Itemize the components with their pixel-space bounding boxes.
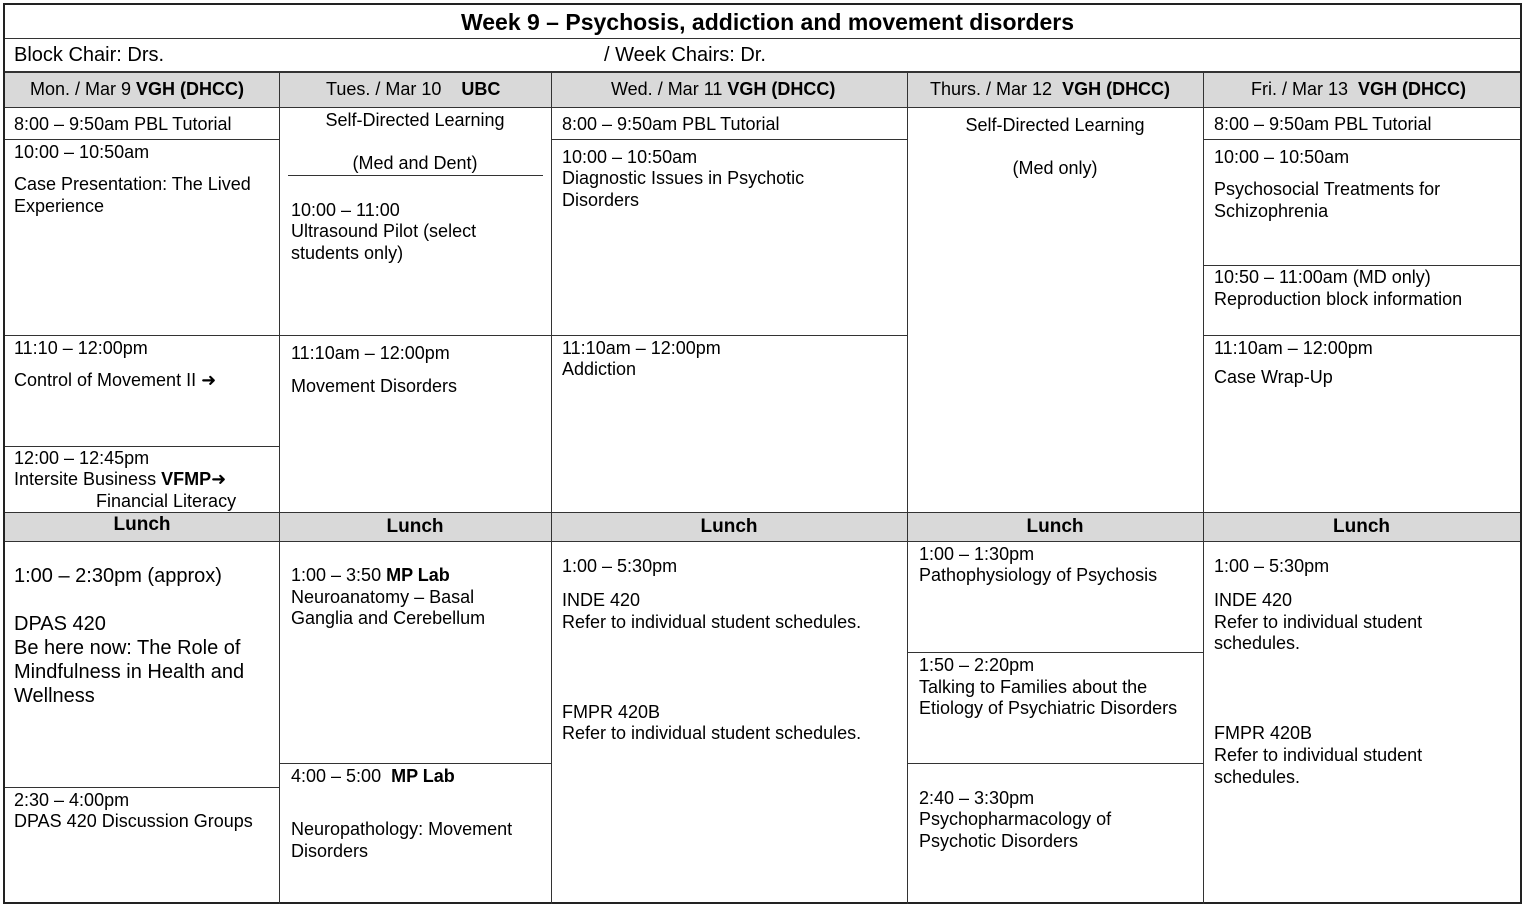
session-title: Case Wrap-Up	[1214, 367, 1333, 387]
session-note: Refer to individual student	[1214, 612, 1423, 632]
session-time: 10:00 – 10:50am	[14, 142, 150, 162]
day-header-thu	[930, 78, 1170, 100]
session-time-text: 4:00 – 5:00	[291, 766, 382, 786]
self-directed-learning: Self-Directed Learning	[325, 110, 505, 130]
session-time: 1:00 – 5:30pm	[1214, 556, 1330, 576]
cell-divider	[5, 139, 279, 140]
lunch-bottom-divider	[5, 541, 1520, 542]
day-location: VGH (DHCC)	[136, 79, 245, 99]
page-title: Week 9 – Psychosis, addiction and movement disorders	[460, 9, 1075, 35]
session-course: INDE 420	[562, 590, 641, 610]
session-title: Schizophrenia	[1214, 201, 1329, 221]
session-course: DPAS 420	[14, 613, 106, 635]
session-title: Ganglia and Cerebellum	[291, 608, 486, 628]
session-title: Ultrasound Pilot (select	[291, 221, 477, 241]
arrow-right-icon: ➜	[211, 469, 227, 489]
day-label: Thurs. / Mar 12	[930, 79, 1053, 99]
day-label: Fri. / Mar 13	[1251, 79, 1349, 99]
session-time: 10:00 – 10:50am	[1214, 147, 1350, 167]
cell-divider	[907, 652, 1203, 653]
session-time: 2:40 – 3:30pm	[919, 788, 1035, 808]
session-time: 11:10am – 12:00pm	[562, 338, 721, 358]
session-time: 12:00 – 12:45pm	[14, 448, 150, 468]
session-time: 2:30 – 4:00pm	[14, 790, 130, 810]
column-divider	[907, 72, 908, 904]
lunch-label-mon: Lunch	[113, 514, 171, 535]
session-title: Case Presentation: The Lived	[14, 174, 251, 194]
session-title: Disorders	[291, 841, 369, 861]
cell-divider	[279, 763, 551, 764]
session-title: Movement Disorders	[291, 376, 458, 396]
lunch-label-thu: Lunch	[1026, 516, 1084, 537]
session-title: students only)	[291, 243, 404, 263]
session-title: Psychotic Disorders	[919, 831, 1079, 851]
session-title: Reproduction block information	[1214, 289, 1463, 309]
session-site: VFMP	[161, 469, 212, 489]
session-time	[291, 564, 450, 586]
session-note: Refer to individual student schedules.	[562, 612, 862, 632]
session-title-text: Control of Movement II	[14, 370, 197, 390]
session-course: FMPR 420B	[1214, 723, 1313, 743]
session-title: Psychosocial Treatments for	[1214, 179, 1441, 199]
arrow-right-icon: ➜	[201, 370, 217, 390]
session-subtitle: Financial Literacy	[96, 491, 237, 511]
day-header-wed	[611, 78, 835, 100]
cell-divider	[907, 763, 1203, 764]
session-note: schedules.	[1214, 633, 1301, 653]
session-title: Experience	[14, 196, 105, 216]
column-divider	[1203, 72, 1204, 904]
day-location: VGH (DHCC)	[1358, 79, 1467, 99]
session-time: 11:10am – 12:00pm	[291, 343, 450, 363]
self-directed-learning-note: (Med and Dent)	[352, 153, 478, 173]
cell-divider	[5, 787, 279, 788]
session-title: Psychopharmacology of	[919, 809, 1112, 829]
day-location: UBC	[461, 79, 501, 99]
lunch-label-fri: Lunch	[1333, 516, 1390, 537]
day-location: VGH (DHCC)	[727, 79, 836, 99]
session-time-text: 1:00 – 3:50	[291, 565, 382, 585]
session-time: 1:00 – 5:30pm	[562, 556, 678, 576]
session-note: Refer to individual student schedules.	[562, 723, 862, 743]
lunch-top-divider	[5, 512, 1520, 513]
session-course: FMPR 420B	[562, 702, 661, 722]
session-title: DPAS 420 Discussion Groups	[14, 811, 253, 831]
session-title: Neuropathology: Movement	[291, 819, 513, 839]
session-title: Disorders	[562, 190, 640, 210]
session-time: 1:00 – 1:30pm	[919, 544, 1035, 564]
session-location: MP Lab	[386, 565, 450, 585]
session-time: 8:00 – 9:50am PBL Tutorial	[562, 114, 780, 134]
day-header-tue	[326, 78, 500, 100]
session-title: Pathophysiology of Psychosis	[919, 565, 1158, 585]
session-title: Be here now: The Role of	[14, 637, 241, 659]
lunch-label-tue: Lunch	[386, 516, 444, 537]
week-chairs-label: / Week Chairs: Dr.	[604, 44, 766, 66]
session-note: schedules.	[1214, 767, 1301, 787]
session-time: 8:00 – 9:50am PBL Tutorial	[1214, 114, 1432, 134]
column-divider	[551, 72, 552, 904]
session-title: Talking to Families about the	[919, 677, 1148, 697]
session-title: Mindfulness in Health and	[14, 661, 245, 683]
day-label: Wed. / Mar 11	[611, 79, 723, 99]
column-divider	[279, 72, 280, 904]
session-title	[14, 369, 216, 391]
self-directed-learning-note: (Med only)	[1012, 158, 1098, 178]
cell-divider	[279, 335, 551, 336]
cell-divider	[551, 139, 907, 140]
title-divider	[5, 38, 1520, 39]
session-title	[14, 468, 226, 490]
session-time: 8:00 – 9:50am PBL Tutorial	[14, 114, 232, 134]
day-label: Tues. / Mar 10	[326, 79, 442, 99]
session-title: Wellness	[14, 685, 95, 707]
session-time: 10:00 – 10:50am	[562, 147, 698, 167]
day-header-fri	[1251, 78, 1466, 100]
session-time	[291, 765, 455, 787]
cell-divider	[5, 335, 279, 336]
self-directed-learning: Self-Directed Learning	[965, 115, 1145, 135]
day-label: Mon. / Mar 9	[30, 79, 132, 99]
session-title-text: Intersite Business	[14, 469, 157, 489]
session-time: 1:50 – 2:20pm	[919, 655, 1035, 675]
lunch-label-wed: Lunch	[700, 516, 758, 537]
session-course: INDE 420	[1214, 590, 1293, 610]
session-title: Diagnostic Issues in Psychotic	[562, 168, 805, 188]
cell-divider	[1203, 139, 1520, 140]
session-title: Neuroanatomy – Basal	[291, 587, 475, 607]
session-time: 1:00 – 2:30pm (approx)	[14, 565, 222, 587]
session-title: Addiction	[562, 359, 637, 379]
day-location: VGH (DHCC)	[1062, 79, 1171, 99]
day-header-divider	[5, 107, 1520, 108]
session-location: MP Lab	[391, 766, 455, 786]
session-time: 11:10 – 12:00pm	[14, 338, 148, 358]
block-chair-label: Block Chair: Drs.	[14, 44, 165, 66]
session-note: Refer to individual student	[1214, 745, 1423, 765]
session-time: 11:10am – 12:00pm	[1214, 338, 1373, 358]
session-time: 10:00 – 11:00	[291, 200, 400, 220]
cell-divider	[551, 335, 907, 336]
cell-divider	[1203, 335, 1520, 336]
chairs-divider	[5, 71, 1520, 73]
session-time: 10:50 – 11:00am (MD only)	[1214, 267, 1431, 287]
day-header-mon	[30, 78, 244, 100]
cell-divider	[288, 175, 543, 176]
session-title: Etiology of Psychiatric Disorders	[919, 698, 1178, 718]
